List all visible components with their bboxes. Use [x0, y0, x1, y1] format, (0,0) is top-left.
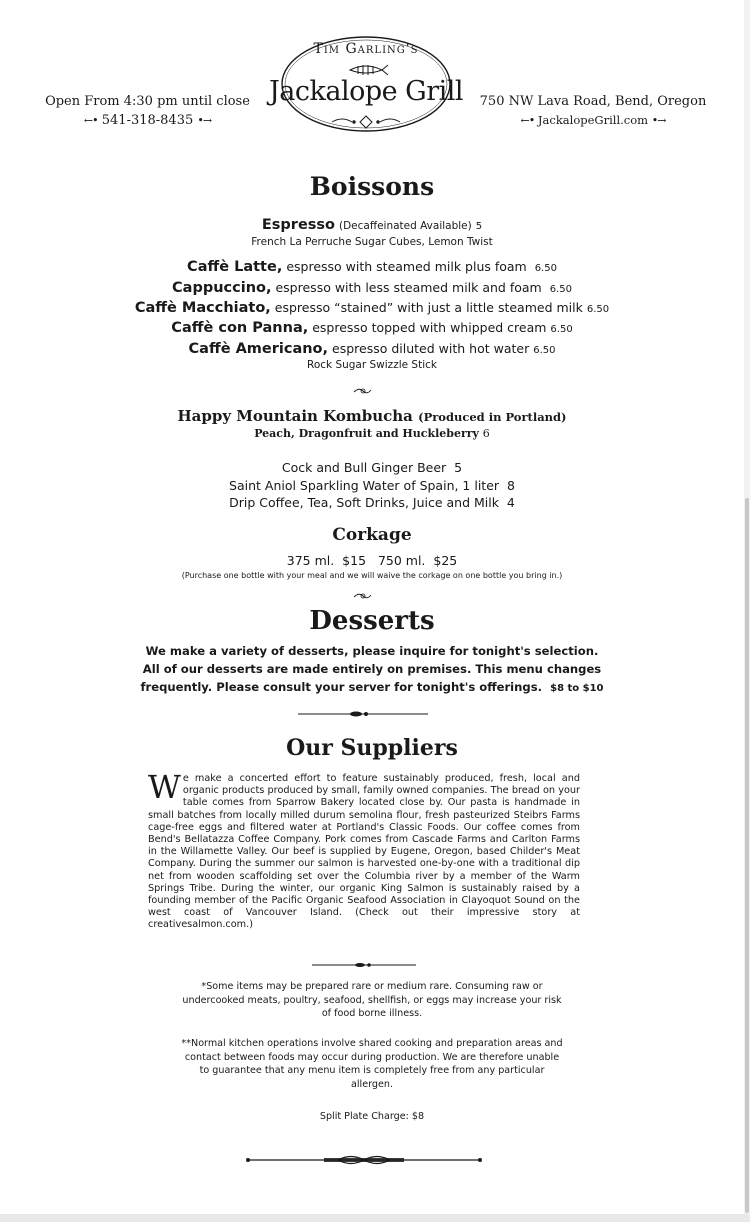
drink-name: Caffè Latte, [187, 259, 283, 275]
desserts-title: Desserts [309, 606, 435, 636]
logo-owner-text: Tim Garling's [313, 41, 419, 57]
drink-price: 6.50 [534, 263, 557, 274]
other-drink-text: Saint Aniol Sparkling Water of Spain, 1 liter [229, 478, 500, 493]
swirl-divider-icon [352, 590, 374, 602]
drink-desc: espresso diluted with hot water [332, 341, 530, 356]
espresso-name: Espresso [261, 217, 335, 233]
kombucha-price: 6 [482, 427, 490, 440]
arrow-right-icon: •→ [197, 114, 212, 127]
drink-price: 6.50 [550, 324, 573, 335]
espresso-line [0, 217, 744, 233]
drink-price: 6.50 [549, 284, 572, 295]
drink-desc: espresso with steamed milk plus foam [286, 259, 527, 274]
drink-desc: espresso topped with whipped cream [312, 320, 547, 335]
swirl-divider-icon [352, 385, 374, 397]
other-drink-row [0, 495, 744, 510]
desserts-line: All of our desserts are made entirely on premises. This menu changes [142, 662, 602, 676]
other-drink-row [0, 478, 744, 493]
hours-text: Open From 4:30 pm until close [45, 94, 250, 109]
restaurant-logo [262, 32, 470, 136]
drink-name: Caffè Americano, [188, 341, 329, 357]
drink-price: 6.50 [533, 345, 556, 356]
other-drink-text: Drip Coffee, Tea, Soft Drinks, Juice and Milk [229, 495, 499, 510]
header-address-block [478, 92, 708, 130]
split-plate-charge: Split Plate Charge: $8 [319, 1111, 425, 1122]
ornament-divider-icon [296, 709, 430, 719]
phone-line [40, 111, 255, 130]
drink-name: Caffè Macchiato, [134, 300, 271, 316]
corkage-size: 750 ml. [377, 553, 426, 568]
drink-row [0, 320, 744, 336]
swizzle-text: Rock Sugar Swizzle Stick [307, 359, 437, 371]
other-drink-price: 8 [507, 478, 515, 493]
kombucha-note: (Produced in Portland) [418, 410, 567, 424]
desserts-line [0, 678, 744, 698]
drink-price: 6.50 [586, 304, 610, 315]
address-text: 750 NW Lava Road, Bend, Oregon [479, 94, 707, 109]
drink-row [0, 280, 744, 296]
drink-row [0, 341, 744, 357]
website-text: JackalopeGrill.com [537, 113, 649, 127]
phone-number: 541-318-8435 [101, 113, 194, 128]
page-bottom-edge [0, 1214, 750, 1222]
drink-desc: espresso with less steamed milk and foam [275, 280, 542, 295]
drink-row [0, 300, 744, 316]
allergen-note: **Normal kitchen operations involve shared cooking and preparation areas and contact between foods may occur during production. We are therefore unable to guarantee that any menu item is completely free from any particular allergen. [181, 1038, 563, 1090]
arrow-left-icon: ←• [520, 114, 535, 127]
header-hours-block [40, 92, 255, 130]
suppliers-title: Our Suppliers [286, 735, 458, 761]
espresso-price: 5 [475, 221, 483, 232]
desserts-price: $8 to $10 [550, 683, 604, 694]
corkage-note: (Purchase one bottle with your meal and we will waive the corkage on one bottle you bring in.) [181, 571, 563, 580]
suppliers-dropcap: W [148, 768, 181, 806]
kombucha-flavors: Peach, Dragonfruit and Huckleberry [254, 427, 479, 440]
corkage-price: $25 [433, 553, 458, 568]
other-drink-price: 4 [506, 495, 515, 510]
raw-food-note: *Some items may be prepared rare or medium rare. Consuming raw or undercooked meats, poultry, seafood, shellfish, or eggs may increase your risk of food borne illness. [182, 981, 562, 1019]
other-drink-text: Cock and Bull Ginger Beer [281, 460, 447, 475]
boissons-title: Boissons [309, 172, 435, 201]
desserts-text [0, 642, 744, 698]
logo-name-text: Jackalope Grill [268, 76, 464, 107]
arrow-right-icon: •→ [651, 114, 666, 127]
ornament-divider-icon [310, 960, 418, 970]
suppliers-paragraph [148, 768, 580, 932]
corkage-size: 375 ml. [286, 553, 335, 568]
arrow-left-icon: ←• [83, 114, 98, 127]
desserts-line: We make a variety of desserts, please inquire for tonight's selection. [145, 644, 599, 658]
vertical-scrollbar[interactable] [744, 0, 750, 1222]
corkage-title: Corkage [332, 525, 412, 545]
kombucha-flavors-line [0, 427, 744, 440]
drink-row [0, 259, 744, 275]
footer-ornament-icon [244, 1152, 484, 1168]
drink-name: Caffè con Panna, [171, 320, 309, 336]
kombucha-name: Happy Mountain Kombucha [177, 407, 413, 425]
scrollbar-thumb[interactable] [745, 498, 749, 1213]
espresso-note: (Decaffeinated Available) [338, 220, 472, 232]
website-line [478, 111, 708, 130]
other-drink-row [0, 460, 744, 475]
kombucha-line [0, 407, 744, 425]
espresso-sub: French La Perruche Sugar Cubes, Lemon Twist [251, 236, 493, 248]
drink-desc: espresso “stained” with just a little steamed milk [274, 300, 583, 315]
corkage-prices [0, 553, 744, 568]
corkage-price: $15 [342, 553, 367, 568]
other-drink-price: 5 [454, 460, 463, 475]
drink-name: Cappuccino, [172, 280, 272, 296]
desserts-line-text: frequently. Please consult your server for tonight's offerings. [140, 680, 543, 694]
suppliers-text: e make a concerted effort to feature sustainably produced, fresh, local and organic products produced by small, family owned companies. The bread on your table comes from Sparrow Bakery located close by. Our pasta is handmade in small batches from locally milled durum semolina flour, fresh pasteurized Steibrs Farms cage-free eggs and filtered water at Portland's Classic Foods. Our coffee comes from Bend's Bellatazza Coffee Company. Pork comes from Cascade Farms and Carlton Farms in the Willamette Valley. Our beef is supplied by Eugene, Oregon, based Childer's Meat Company. During the summer our salmon is harvested one-by-one with a traditional dip net from wooden scaffolding set over the Columbia river by a member of the Warm Springs Tribe. During the winter, our organic King Salmon is sustainably raised by a founding member of the Pacific Organic Seafood Association in Clayoquot Sound on the west coast of Vancouver Island. (Check out their impressive story at creativesalmon.com.) [148, 773, 580, 931]
